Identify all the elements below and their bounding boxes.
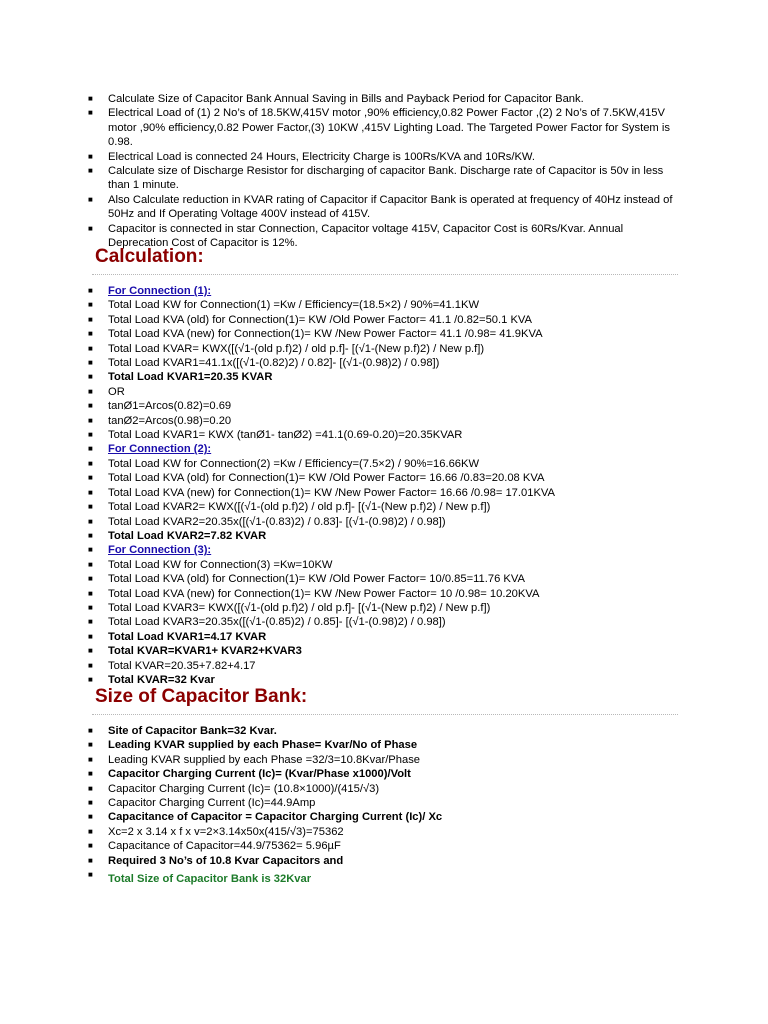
list-item — [0, 810, 768, 824]
size-of-capacitor-bank-list — [0, 724, 768, 886]
bullet-icon: ■ — [88, 559, 93, 569]
list-item — [0, 457, 768, 471]
list-item — [0, 92, 768, 106]
bullet-icon: ■ — [88, 487, 93, 497]
bullet-icon: ■ — [88, 574, 93, 584]
bullet-icon: ■ — [88, 841, 93, 851]
list-item — [0, 724, 768, 738]
list-item-text: Calculate size of Discharge Resistor for discharging of capacitor Bank. Discharge rate of Capacitor is 50v in less than 1 minute. — [108, 165, 664, 192]
list-item-text: OR — [108, 385, 125, 398]
list-item-text: Leading KVAR supplied by each Phase =32/3=10.8Kvar/Phase — [108, 753, 421, 766]
list-item — [0, 150, 768, 164]
bullet-icon: ■ — [88, 674, 93, 684]
list-item — [0, 385, 768, 399]
bullet-icon: ■ — [88, 516, 93, 526]
list-item — [0, 587, 768, 601]
bullet-icon: ■ — [88, 769, 93, 779]
list-item-text: Total Load KW for Connection(2) =Kw / Efficiency=(7.5×2) / 90%=16.66KW — [108, 457, 480, 470]
list-item — [0, 659, 768, 673]
bullet-icon: ■ — [88, 151, 93, 161]
bullet-icon: ■ — [88, 358, 93, 368]
section-link-item — [0, 543, 768, 557]
list-item — [0, 839, 768, 853]
list-item — [0, 414, 768, 428]
list-item-text: Total Load KVA (new) for Connection(1)= KW /New Power Factor= 41.1 /0.98= 41.9KVA — [108, 328, 543, 341]
bullet-icon: ■ — [88, 855, 93, 865]
bullet-icon: ■ — [88, 458, 93, 468]
list-item — [0, 796, 768, 810]
list-item-text: Total Load KVAR1= KWX (tanØ1- tanØ2) =41.1(0.69-0.20)=20.35KVAR — [108, 429, 463, 442]
list-item — [0, 471, 768, 485]
list-item-text: Total Load KVA (new) for Connection(1)= KW /New Power Factor= 10 /0.98= 10.20KVA — [108, 587, 540, 600]
list-item — [0, 601, 768, 615]
bullet-icon: ■ — [88, 530, 93, 540]
list-item — [0, 515, 768, 529]
bullet-icon: ■ — [88, 194, 93, 204]
bullet-icon: ■ — [88, 646, 93, 656]
list-item-text: Leading KVAR supplied by each Phase= Kvar/No of Phase — [108, 739, 418, 752]
section-link-item — [0, 442, 768, 456]
bullet-icon: ■ — [88, 617, 93, 627]
bullet-icon: ■ — [88, 726, 93, 735]
list-item — [0, 572, 768, 586]
list-item-text: Total Load KVAR2= KWX([(√1-(old p.f)2) / old p.f]- [(√1-(New p.f)2) / New p.f]) — [108, 501, 491, 514]
list-item-text: Total KVAR=20.35+7.82+4.17 — [108, 659, 256, 672]
list-item — [0, 428, 768, 442]
bullet-icon: ■ — [88, 223, 93, 233]
bullet-icon: ■ — [88, 826, 93, 836]
bullet-icon: ■ — [88, 754, 93, 764]
bullet-icon: ■ — [88, 108, 93, 118]
list-item-text: Capacitor Charging Current (Ic)=44.9Amp — [108, 797, 316, 810]
bullet-icon: ■ — [88, 329, 93, 339]
bullet-icon: ■ — [88, 740, 93, 750]
list-item-text: Capacitor Charging Current (Ic)= (Kvar/Phase x1000)/Volt — [108, 768, 411, 781]
list-item-text: Total Load KVA (new) for Connection(1)= KW /New Power Factor= 16.66 /0.98= 17.01KVA — [108, 486, 556, 499]
list-item — [0, 370, 768, 384]
list-item — [0, 854, 768, 868]
bullet-icon: ■ — [88, 602, 93, 612]
list-item — [0, 342, 768, 356]
bullet-icon: ■ — [88, 314, 93, 324]
list-item — [0, 313, 768, 327]
bullet-icon: ■ — [88, 415, 93, 425]
bullet-icon: ■ — [88, 783, 93, 793]
list-item — [0, 529, 768, 543]
list-item-text: Total Load KVA (old) for Connection(1)= KW /Old Power Factor= 41.1 /0.82=50.1 KVA — [108, 313, 533, 326]
list-item-text: Electrical Load of (1) 2 No’s of 18.5KW,415V motor ,90% efficiency,0.82 Power Factor ,(2) 2 No’s of 7.5KW,415V motor ,90% efficiency,0.82 Power Factor,(3) 10KW ,415V Lighting Load. The Targeted Power Factor for System is 0.98. — [108, 107, 670, 149]
list-item-text: Total KVAR=32 Kvar — [108, 673, 215, 686]
list-item-text: Capacitance of Capacitor=44.9/75362= 5.96µF — [108, 840, 341, 853]
list-item-text: Total Load KVAR1=41.1x([(√1-(0.82)2) / 0.82]- [(√1-(0.98)2) / 0.98]) — [108, 357, 440, 370]
list-item-text: Xc=2 x 3.14 x f x v=2×3.14x50x(415/√3)=75362 — [108, 825, 344, 838]
bullet-icon: ■ — [88, 372, 93, 382]
list-item-text: Total Load KVAR2=7.82 KVAR — [108, 529, 267, 542]
list-item — [0, 767, 768, 781]
bullet-icon: ■ — [88, 502, 93, 512]
list-item — [0, 738, 768, 752]
bullet-icon: ■ — [88, 166, 93, 176]
list-item-text: Calculate Size of Capacitor Bank Annual Saving in Bills and Payback Period for Capacitor Bank. — [108, 93, 584, 105]
list-item-text: Electrical Load is connected 24 Hours, Electricity Charge is 100Rs/KVA and 10Rs/KW. — [108, 150, 535, 163]
list-item-text: Also Calculate reduction in KVAR rating of Capacitor if Capacitor Bank is operated at frequency of 40Hz instead of 50Hz and If Operating Voltage 400V instead of 415V. — [108, 193, 673, 221]
section-link[interactable]: For Connection (2): — [108, 443, 212, 456]
section-link[interactable]: For Connection (3): — [108, 544, 212, 557]
list-item — [0, 298, 768, 312]
calculation-heading: Calculation: — [95, 246, 204, 267]
bullet-icon: ■ — [88, 545, 93, 555]
bullet-icon: ■ — [88, 444, 93, 454]
size-of-capacitor-bank-heading: Size of Capacitor Bank: — [95, 686, 308, 707]
list-item-text: tanØ1=Arcos(0.82)=0.69 — [108, 400, 232, 413]
list-item — [0, 486, 768, 500]
list-item — [0, 356, 768, 370]
list-item-text: Total Load KVAR3= KWX([(√1-(old p.f)2) / old p.f]- [(√1-(New p.f)2) / New p.f]) — [108, 601, 491, 614]
bullet-icon: ■ — [88, 660, 93, 670]
list-item-text: Total Load KVA (old) for Connection(1)= KW /Old Power Factor= 16.66 /0.83=20.08 KVA — [108, 472, 545, 485]
bullet-icon: ■ — [88, 798, 93, 808]
bullet-icon: ■ — [88, 343, 93, 353]
list-item — [0, 782, 768, 796]
bullet-icon: ■ — [88, 588, 93, 598]
list-item — [0, 193, 768, 222]
list-item-text: Total Size of Capacitor Bank is 32Kvar — [108, 873, 312, 886]
list-item — [0, 630, 768, 644]
calculation-divider — [92, 274, 678, 275]
bullet-icon: ■ — [88, 300, 93, 310]
list-item-text: Total KVAR=KVAR1+ KVAR2+KVAR3 — [108, 645, 302, 658]
bullet-icon: ■ — [88, 286, 93, 295]
list-item-text: Total Load KVAR3=20.35x([(√1-(0.85)2) / 0.85]- [(√1-(0.98)2) / 0.98]) — [108, 616, 446, 629]
list-item — [0, 500, 768, 514]
bullet-icon: ■ — [88, 812, 93, 822]
problem-statement-list — [0, 92, 768, 250]
list-item-text: Capacitor is connected in star Connection, Capacitor voltage 415V, Capacitor Cost is 60Rs/Kvar. Annual Deprecation Cost of Capacitor is 12%. — [108, 222, 624, 250]
list-item-text: Total Load KVAR1=4.17 KVAR — [108, 630, 267, 643]
list-item — [0, 644, 768, 658]
list-item-text: Capacitance of Capacitor = Capacitor Charging Current (Ic)/ Xc — [108, 811, 443, 824]
list-item — [0, 868, 768, 886]
list-item — [0, 327, 768, 341]
list-item — [0, 753, 768, 767]
list-item-text: Required 3 No’s of 10.8 Kvar Capacitors and — [108, 854, 344, 867]
bullet-icon: ■ — [88, 94, 93, 103]
list-item-text: Total Load KVA (old) for Connection(1)= KW /Old Power Factor= 10/0.85=11.76 KVA — [108, 573, 525, 586]
bullet-icon: ■ — [88, 473, 93, 483]
list-item-text: Site of Capacitor Bank=32 Kvar. — [108, 725, 277, 737]
list-item-text: Total Load KW for Connection(1) =Kw / Efficiency=(18.5×2) / 90%=41.1KW — [108, 299, 480, 312]
bullet-icon: ■ — [88, 870, 93, 880]
size-divider — [92, 714, 678, 715]
list-item-text: Total Load KVAR= KWX([(√1-(old p.f)2) / old p.f]- [(√1-(New p.f)2) / New p.f]) — [108, 342, 485, 355]
bullet-icon: ■ — [88, 386, 93, 396]
list-item-text: Total Load KW for Connection(3) =Kw=10KW — [108, 558, 333, 571]
list-item — [0, 399, 768, 413]
section-link[interactable]: For Connection (1): — [108, 285, 212, 297]
list-item-text: Total Load KVAR2=20.35x([(√1-(0.83)2) / 0.83]- [(√1-(0.98)2) / 0.98]) — [108, 515, 446, 528]
list-item-text: Total Load KVAR1=20.35 KVAR — [108, 371, 273, 384]
section-link-item — [0, 284, 768, 298]
list-item — [0, 106, 768, 149]
list-item — [0, 615, 768, 629]
list-item — [0, 558, 768, 572]
bullet-icon: ■ — [88, 401, 93, 411]
bullet-icon: ■ — [88, 631, 93, 641]
calculation-list — [0, 284, 768, 687]
list-item-text: tanØ2=Arcos(0.98)=0.20 — [108, 414, 232, 427]
list-item — [0, 825, 768, 839]
list-item-text: Capacitor Charging Current (Ic)= (10.8×1000)/(415/√3) — [108, 782, 380, 795]
bullet-icon: ■ — [88, 430, 93, 440]
list-item — [0, 164, 768, 193]
